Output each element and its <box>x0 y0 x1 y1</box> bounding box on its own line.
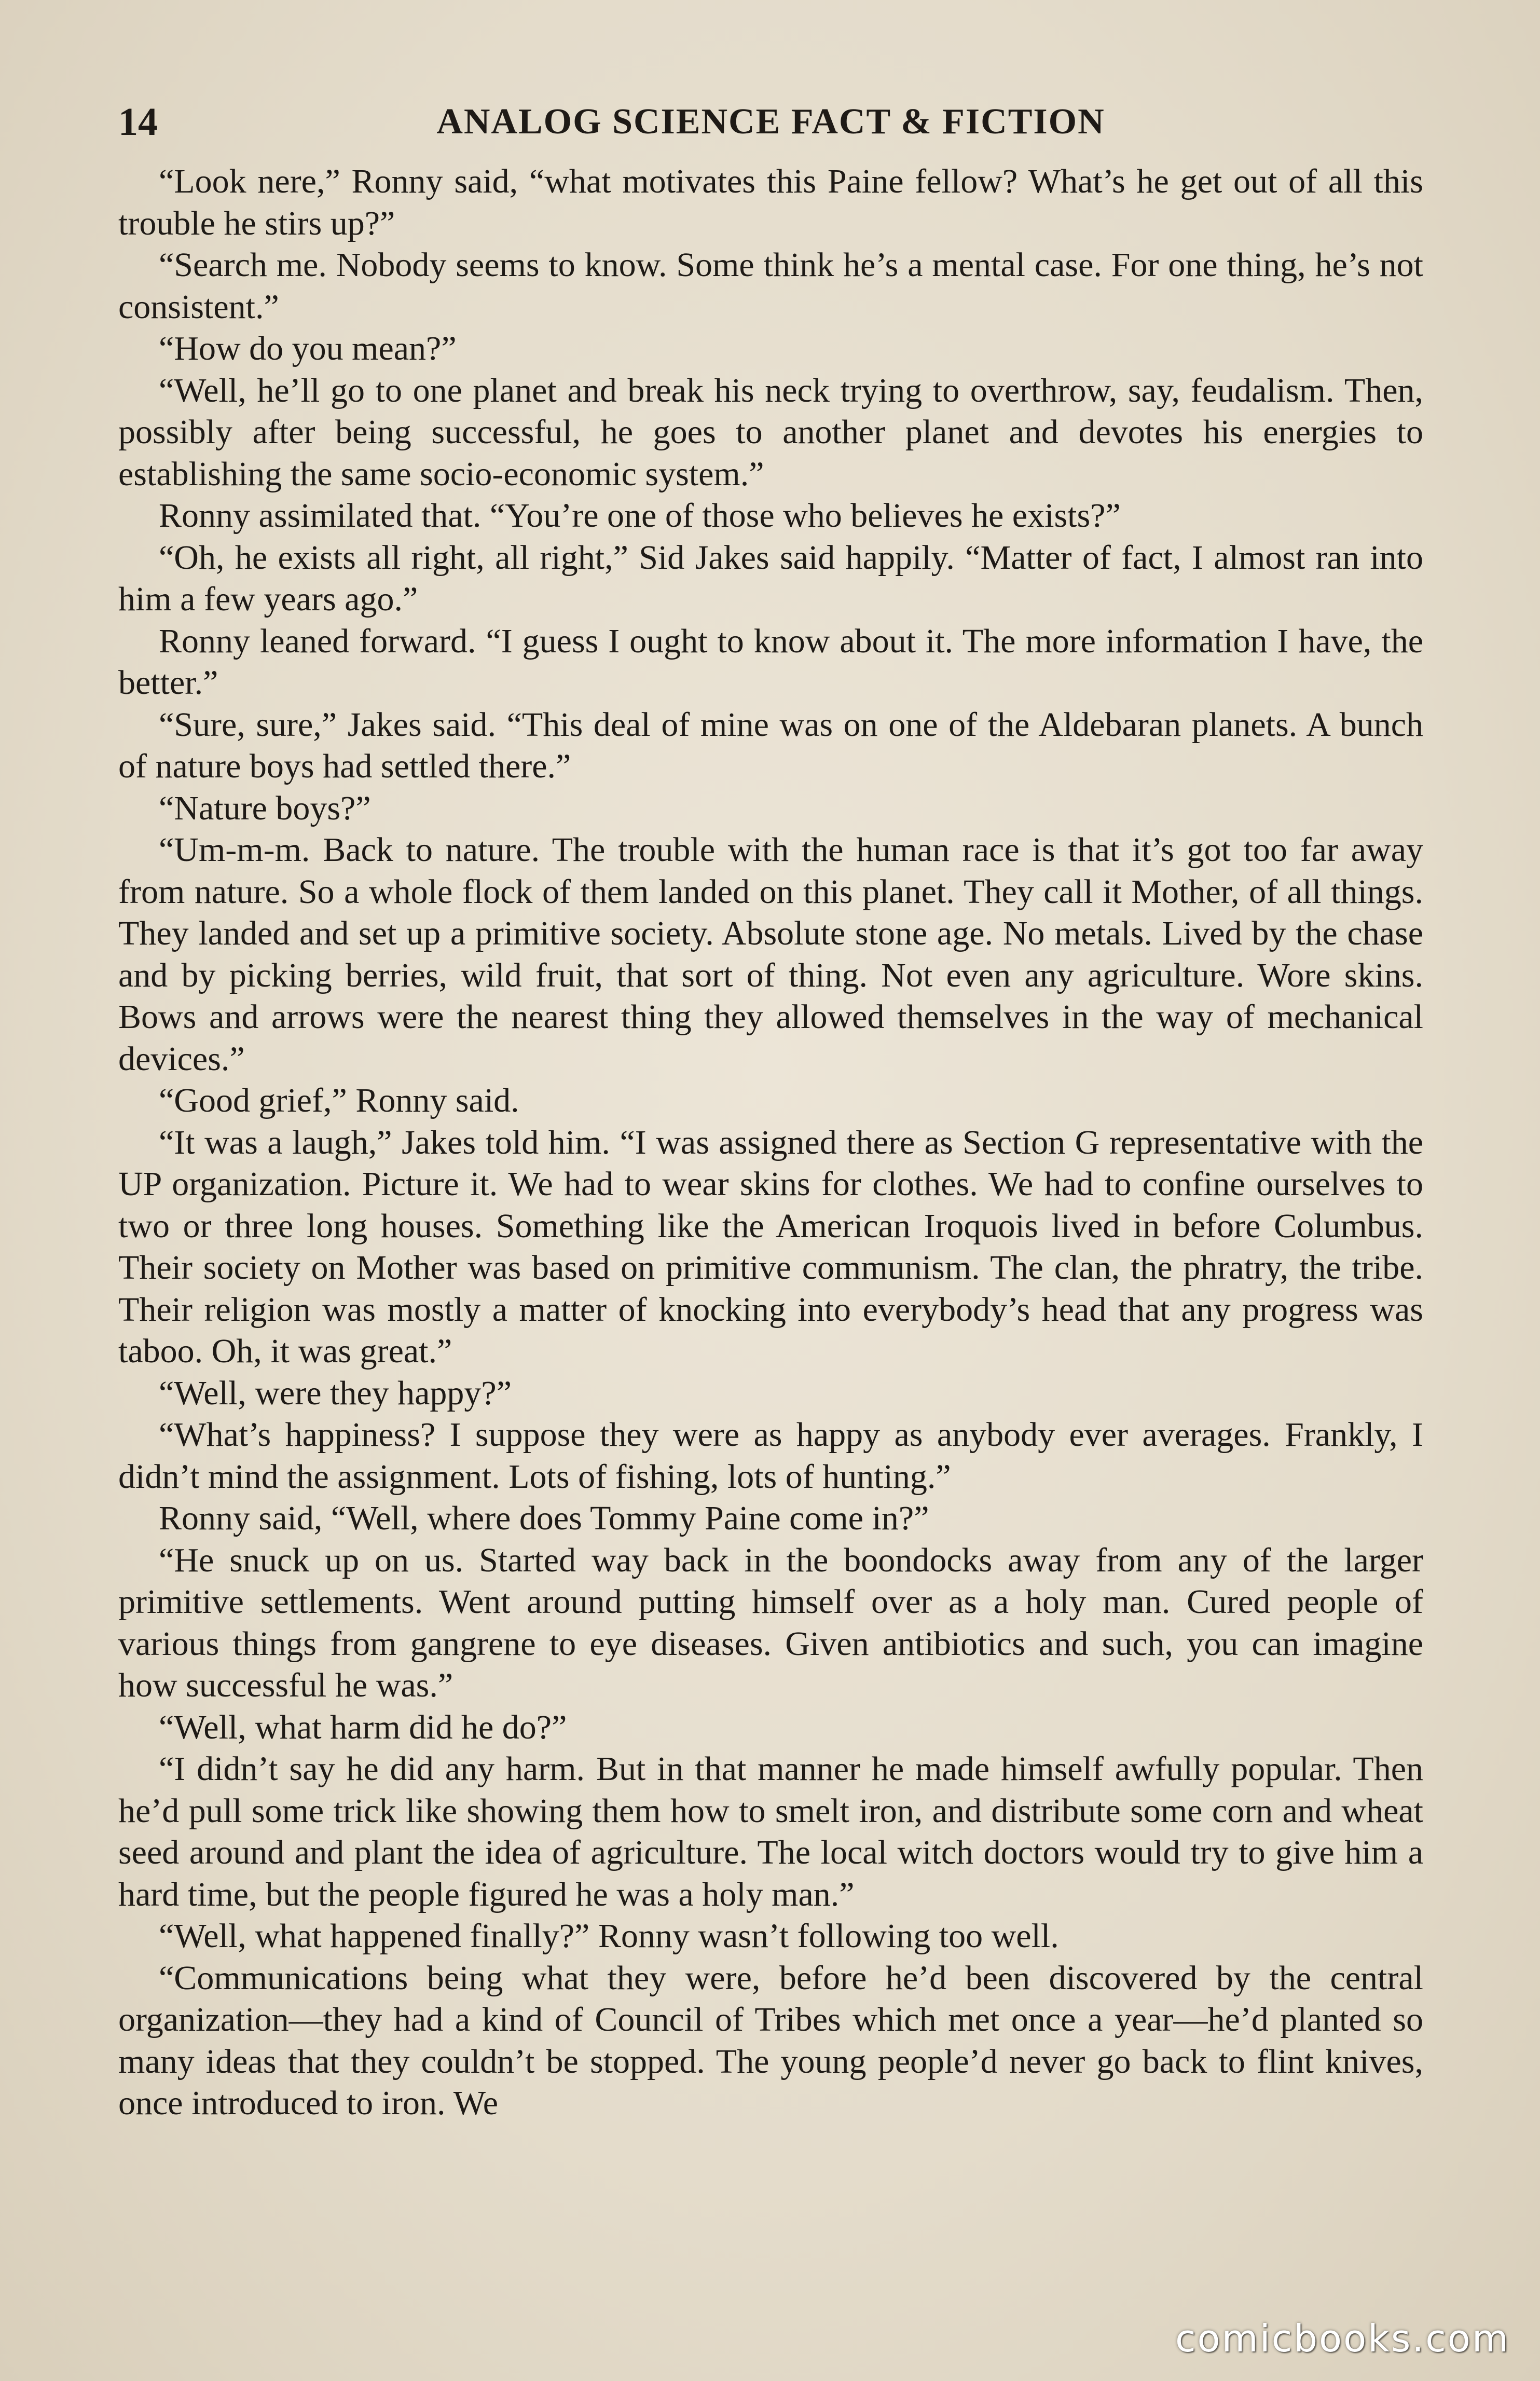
paragraph: Ronny said, “Well, where does Tommy Paine come in?” <box>159 1499 929 1537</box>
paragraph: “Good grief,” Ronny said. <box>159 1082 519 1119</box>
paragraph: “Well, he’ll go to one planet and break his neck trying to overthrow, say, feudalism. Then, possibly after being successful, he goes to another planet and devotes his energies to establishing the same socio-economic system.” <box>118 371 1423 493</box>
paragraph: “Well, what harm did he do?” <box>159 1708 567 1746</box>
page-header <box>118 93 1423 150</box>
paragraph: “Um-m-m. Back to nature. The trouble with the human race is that it’s got too far away from nature. So a whole flock of them landed on this planet. They call it Mother, of all things. They landed and set up a primitive society. Absolute stone age. No metals. Lived by the chase and by picking berries, wild fruit, that sort of thing. Not even any agriculture. Wore skins. Bows and arrows were the nearest thing they allowed themselves in the way of mechanical devices.” <box>118 831 1423 1078</box>
running-head: ANALOG SCIENCE FACT & FICTION <box>436 102 1105 142</box>
paragraph: “I didn’t say he did any harm. But in that manner he made himself awfully popular. Then he’d pull some trick like showing them how to smelt iron, and distribute some corn and wheat seed around and plant the idea of agriculture. The local witch doctors would try to give him a hard time, but the people figured he was a holy man.” <box>118 1750 1423 1913</box>
paragraph: “How do you mean?” <box>159 330 457 367</box>
paragraph: “Sure, sure,” Jakes said. “This deal of mine was on one of the Aldebaran planets. A bunch of nature boys had settled there.” <box>118 705 1423 785</box>
paragraph: “Search me. Nobody seems to know. Some think he’s a mental case. For one thing, he’s not consistent.” <box>118 246 1423 326</box>
paragraph: “Look nere,” Ronny said, “what motivates this Paine fellow? What’s he get out of all this trouble he stirs up?” <box>118 162 1423 242</box>
paragraph: “He snuck up on us. Started way back in the boondocks away from any of the larger primitive settlements. Went around putting himself over as a holy man. Cured people of various things from gangrene to eye diseases. Given antibiotics and such, you can imagine how successful he was.” <box>118 1541 1423 1704</box>
paragraph: “Nature boys?” <box>159 789 371 827</box>
page-number: 14 <box>118 100 158 144</box>
paragraph: “Oh, he exists all right, all right,” Sid Jakes said happily. “Matter of fact, I almost ran into him a few years ago.” <box>118 538 1423 618</box>
paragraph: Ronny assimilated that. “You’re one of those who believes he exists?” <box>159 497 1121 535</box>
paragraph: “What’s happiness? I suppose they were as happy as anybody ever averages. Frankly, I didn’t mind the assignment. Lots of fishing, lots of hunting.” <box>118 1416 1423 1496</box>
paragraph: Ronny leaned forward. “I guess I ought to know about it. The more information I have, the better.” <box>118 622 1423 702</box>
paragraph: “Well, what happened finally?” Ronny wasn’t following too well. <box>159 1917 1059 1955</box>
body-text <box>118 161 1423 2125</box>
paragraph: “Communications being what they were, before he’d been discovered by the central organization—they had a kind of Council of Tribes which met once a year—he’d planted so many ideas that they couldn’t be stopped. The young people’d never go back to flint knives, once introduced to iron. We <box>118 1959 1423 2122</box>
watermark: comicbooks.com <box>1175 2317 1510 2360</box>
paragraph: “It was a laugh,” Jakes told him. “I was assigned there as Section G representative with the UP organization. Picture it. We had to wear skins for clothes. We had to confine ourselves to two or three long houses. Something like the American Iroquois lived in before Columbus. Their society on Mother was based on primitive communism. The clan, the phratry, the tribe. Their religion was mostly a matter of knocking into everybody’s head that any progress was taboo. Oh, it was great.” <box>118 1123 1423 1370</box>
paragraph: “Well, were they happy?” <box>159 1374 512 1412</box>
